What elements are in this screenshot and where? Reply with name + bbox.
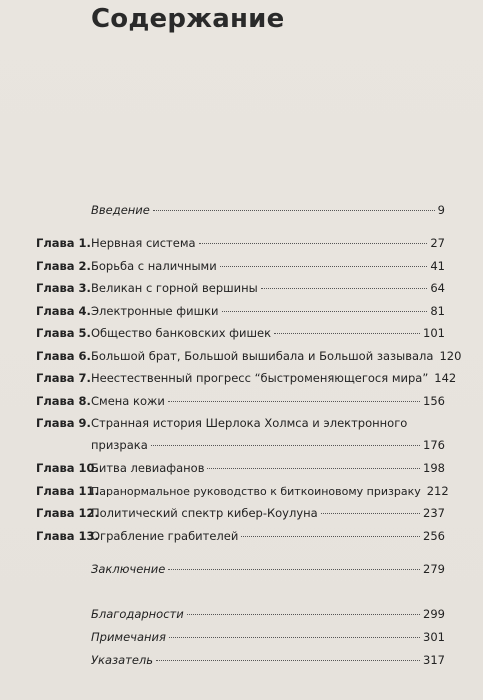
chapter-number: Глава 3. (36, 281, 91, 295)
toc-entry-chapter-1[interactable] (0, 234, 483, 252)
chapter-number: Глава 4. (36, 304, 91, 318)
chapter-number: Глава 6. (36, 349, 91, 363)
chapter-number: Глава 10. (36, 461, 99, 475)
page-number: 212 (426, 484, 449, 498)
dot-leader (220, 266, 428, 267)
toc-entry-chapter-13[interactable] (0, 527, 483, 545)
page-number: 41 (430, 259, 445, 273)
toc-entry-chapter-3[interactable] (0, 279, 483, 297)
dot-leader (321, 513, 420, 514)
entry-label: Великан с горной вершины (91, 281, 258, 295)
chapter-number: Глава 13. (36, 529, 99, 543)
toc-entry-chapter-9[interactable] (0, 414, 483, 432)
chapter-number: Глава 5. (36, 326, 91, 340)
page-number: 237 (423, 506, 445, 520)
toc-entry-chapter-7[interactable] (0, 369, 483, 387)
entry-label: Указатель (91, 653, 154, 667)
toc-entry-acknowledgements[interactable] (0, 605, 483, 623)
toc-entry-chapter-2[interactable] (0, 257, 483, 275)
page-number: 256 (423, 529, 445, 543)
page-number: 156 (423, 394, 445, 408)
entry-label-continued: призрака (91, 438, 148, 452)
dot-leader (169, 637, 420, 638)
dot-leader (261, 288, 428, 289)
toc-entry-conclusion[interactable] (0, 560, 483, 578)
chapter-number: Глава 11. (36, 484, 99, 498)
dot-leader (151, 445, 420, 446)
entry-label: Паранормальное руководство к биткоиновому призраку (91, 485, 421, 498)
page-number: 142 (434, 371, 457, 385)
dot-leader (153, 210, 435, 211)
toc-entry-index[interactable] (0, 651, 483, 669)
entry-label: Примечания (91, 630, 166, 644)
toc-entry-chapter-10[interactable] (0, 459, 483, 477)
entry-label: Политический спектр кибер-Коулуна (91, 506, 318, 520)
dot-leader (199, 243, 428, 244)
toc-entry-chapter-6[interactable] (0, 347, 483, 365)
chapter-number: Глава 9. (36, 416, 91, 430)
page-number: 299 (423, 607, 445, 621)
chapter-number: Глава 7. (36, 371, 91, 385)
page-number: 317 (423, 653, 445, 667)
entry-label: Борьба с наличными (91, 259, 217, 273)
toc-entry-chapter-12[interactable] (0, 504, 483, 522)
entry-label: Неестественный прогресс “быстроменяющегося мира” (91, 371, 429, 385)
dot-leader (187, 614, 420, 615)
page-number: 279 (423, 562, 445, 576)
chapter-number: Глава 12. (36, 506, 99, 520)
chapter-number: Глава 1. (36, 236, 91, 250)
page-number: 9 (437, 203, 445, 217)
page-number: 176 (423, 438, 445, 452)
page-number: 120 (439, 349, 462, 363)
dot-leader (168, 401, 420, 402)
toc-entry-chapter-5[interactable] (0, 324, 483, 342)
entry-label: Электронные фишки (91, 304, 219, 318)
page-number: 301 (423, 630, 445, 644)
entry-label: Большой брат, Большой вышибала и Большой зазывала (91, 349, 434, 363)
toc-entry-intro[interactable] (0, 201, 483, 219)
entry-label: Битва левиафанов (91, 461, 205, 475)
entry-label: Общество банковских фишек (91, 326, 272, 340)
page-number: 64 (430, 281, 445, 295)
dot-leader (156, 660, 420, 661)
toc-entry-chapter-8[interactable] (0, 392, 483, 410)
page-number: 81 (430, 304, 445, 318)
toc-entry-chapter-4[interactable] (0, 302, 483, 320)
dot-leader (222, 311, 428, 312)
dot-leader (168, 569, 420, 570)
entry-label: Странная история Шерлока Холмса и электронного (91, 416, 408, 430)
page-number: 198 (423, 461, 445, 475)
toc-entry-chapter-11[interactable] (0, 482, 483, 500)
entry-label: Введение (91, 203, 150, 217)
entry-label: Ограбление грабителей (91, 529, 239, 543)
entry-label: Благодарности (91, 607, 184, 621)
dot-leader (241, 536, 420, 537)
page-number: 27 (430, 236, 445, 250)
entry-label: Заключение (91, 562, 166, 576)
page-number: 101 (423, 326, 445, 340)
dot-leader (274, 333, 420, 334)
entry-label: Нервная система (91, 236, 196, 250)
page-title: Содержание (91, 4, 285, 34)
toc-entry-chapter-9-cont[interactable] (0, 436, 483, 454)
chapter-number: Глава 2. (36, 259, 91, 273)
toc-entry-notes[interactable] (0, 628, 483, 646)
entry-label: Смена кожи (91, 394, 165, 408)
dot-leader (207, 468, 420, 469)
chapter-number: Глава 8. (36, 394, 91, 408)
